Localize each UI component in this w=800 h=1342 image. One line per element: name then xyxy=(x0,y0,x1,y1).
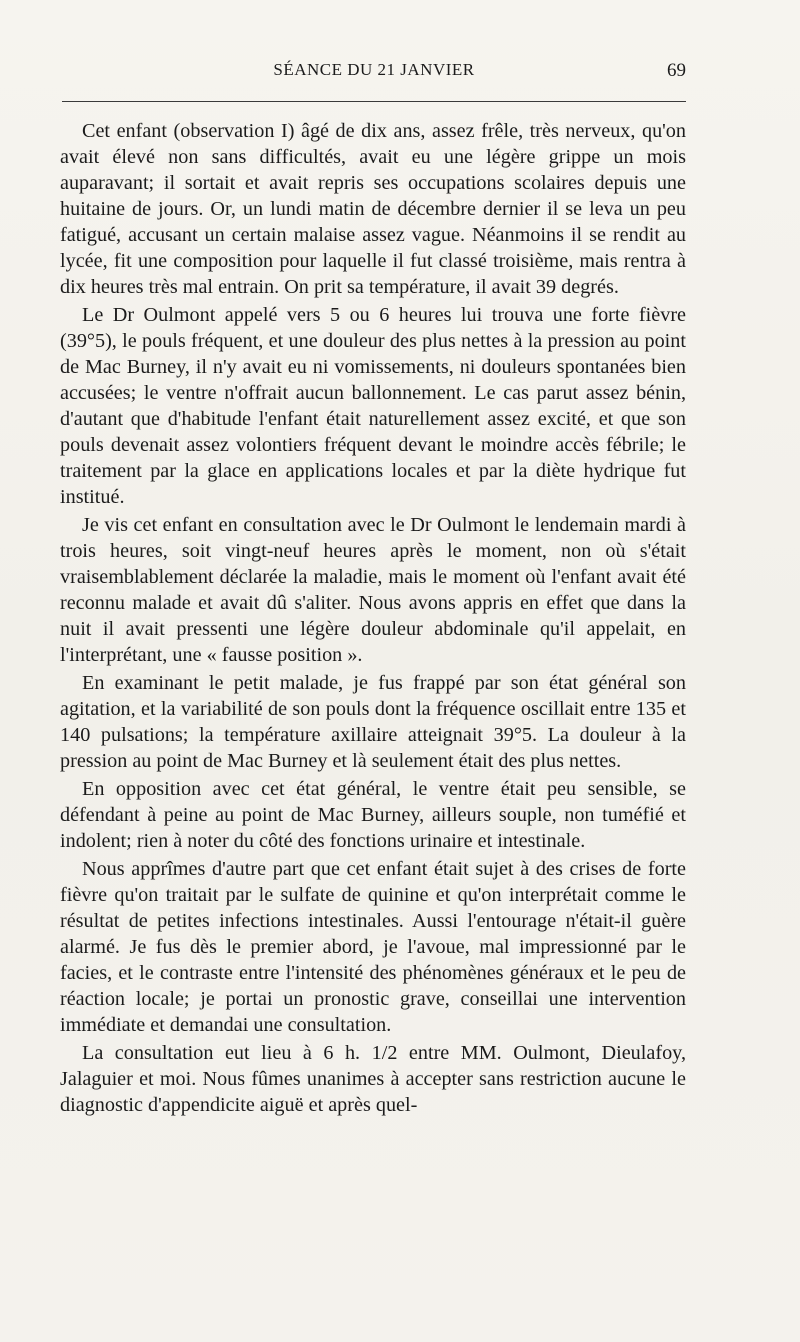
paragraph: En opposition avec cet état général, le ventre était peu sensible, se défendant à peine au point de Mac Burney, ailleurs souple, non tuméfié et indolent; rien à noter du côté des fonctions urinaire et intestinale. xyxy=(60,778,686,852)
paragraph: En examinant le petit malade, je fus frappé par son état général son agitation, et la variabilité de son pouls dont la fréquence oscillait entre 135 et 140 pulsations; la température axillaire atteignait 39°5. La douleur à la pression au point de Mac Burney et là seulement était des plus nettes. xyxy=(60,672,686,772)
body-text xyxy=(60,118,686,1120)
page-header xyxy=(62,60,686,84)
page-number: 69 xyxy=(667,60,686,81)
header-rule xyxy=(62,101,686,102)
paragraph: La consultation eut lieu à 6 h. 1/2 entre MM. Oulmont, Dieulafoy, Jalaguier et moi. Nous fûmes unanimes à accepter sans restriction aucune le diagnostic d'appendicite aiguë et après quel- xyxy=(60,1042,686,1116)
paragraph: Je vis cet enfant en consultation avec le Dr Oulmont le lendemain mardi à trois heures, soit vingt-neuf heures après le moment, non où s'était vraisemblablement déclarée la maladie, mais le moment où l'enfant avait été reconnu malade et avait dû s'aliter. Nous avons appris en effet que dans la nuit il avait pressenti une légère douleur abdominale qu'il appelait, en l'interprétant, une « fausse position ». xyxy=(60,514,686,666)
paragraph: Cet enfant (observation I) âgé de dix ans, assez frêle, très nerveux, qu'on avait élevé non sans difficultés, avait eu une légère grippe un mois auparavant; il sortait et avait repris ses occupations scolaires depuis une huitaine de jours. Or, un lundi matin de décembre dernier il se leva un peu fatigué, accusant un certain malaise assez vague. Néanmoins il se rendit au lycée, fit une composition pour laquelle il fut classé troisième, mais rentra à dix heures très mal entrain. On prit sa température, il avait 39 degrés. xyxy=(60,120,686,298)
paragraph: Le Dr Oulmont appelé vers 5 ou 6 heures lui trouva une forte fièvre (39°5), le pouls fréquent, et une douleur des plus nettes à la pression au point de Mac Burney, il n'y avait eu ni vomissements, ni douleurs spontanées bien accusées; le ventre n'offrait aucun ballonnement. Le cas parut assez bénin, d'autant que d'habitude l'enfant était naturellement assez excité, et que son pouls devenait assez volontiers fréquent devant le moindre accès fébrile; le traitement par la glace en applications locales et par la diète hydrique fut institué. xyxy=(60,304,686,508)
paragraph: Nous apprîmes d'autre part que cet enfant était sujet à des crises de forte fièvre qu'on traitait par le sulfate de quinine et qu'on interprétait comme le résultat de petites infections intestinales. Aussi l'entourage n'était-il guère alarmé. Je fus dès le premier abord, je l'avoue, mal impressionné par le facies, et le contraste entre l'intensité des phénomènes généraux et le peu de réaction locale; je portai un pronostic grave, conseillai une intervention immédiate et demandai une consultation. xyxy=(60,858,686,1036)
running-title: SÉANCE DU 21 JANVIER xyxy=(273,60,475,79)
